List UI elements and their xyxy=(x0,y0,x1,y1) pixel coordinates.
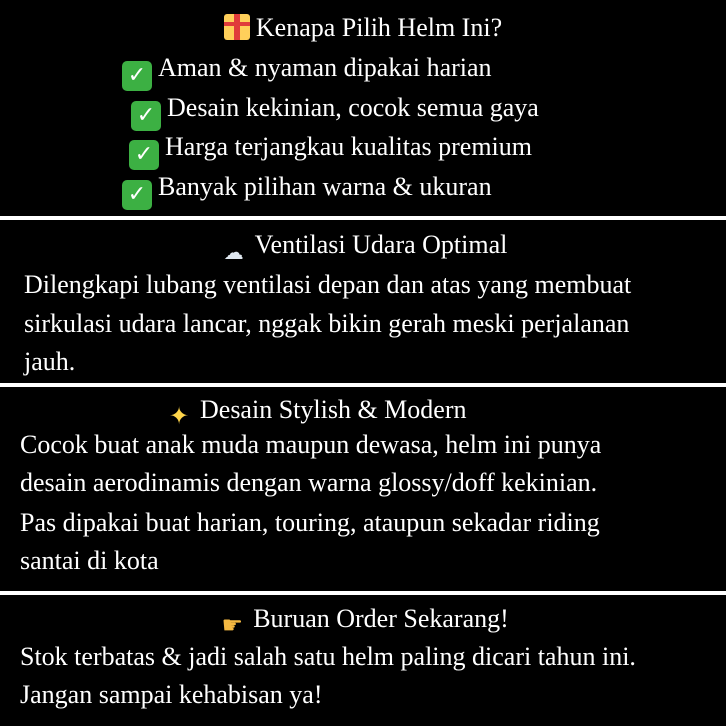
dash-icon: ☁ xyxy=(223,240,244,264)
order-title-text: Buruan Order Sekarang! xyxy=(253,604,509,633)
why-title xyxy=(0,8,726,47)
why-item: ✓ Banyak pilihan warna & ukuran xyxy=(122,167,492,210)
design-title-text: Desain Stylish & Modern xyxy=(200,395,467,424)
why-item: ✓ Harga terjangkau kualitas premium xyxy=(129,127,532,170)
order-line: Stok terbatas & jadi salah satu helm paling dicari tahun ini. xyxy=(20,642,636,671)
ventilation-title-text: Ventilasi Udara Optimal xyxy=(254,230,508,259)
ventilation-line: sirkulasi udara lancar, nggak bikin gerah meski perjalanan xyxy=(24,309,630,338)
ventilation-line: jauh. xyxy=(24,347,76,376)
check-mark-icon: ✓ xyxy=(122,61,152,91)
order-section xyxy=(0,595,726,726)
ventilation-title xyxy=(0,225,726,267)
gift-icon xyxy=(224,14,250,40)
order-line: Jangan sampai kehabisan ya! xyxy=(20,680,323,709)
pointing-hand-icon: ☛ xyxy=(221,611,243,639)
check-mark-icon: ✓ xyxy=(122,180,152,210)
check-mark-icon: ✓ xyxy=(129,140,159,170)
why-item: ✓ Desain kekinian, cocok semua gaya xyxy=(131,88,539,131)
sparkles-icon: ✦ xyxy=(168,402,190,430)
design-section xyxy=(0,387,726,591)
check-mark-icon: ✓ xyxy=(131,101,161,131)
why-title-text: Kenapa Pilih Helm Ini? xyxy=(255,13,503,42)
design-line: santai di kota xyxy=(20,546,159,575)
ventilation-line: Dilengkapi lubang ventilasi depan dan atas yang membuat xyxy=(24,270,632,299)
why-item: ✓ Aman & nyaman dipakai harian xyxy=(122,48,492,91)
design-line: Pas dipakai buat harian, touring, ataupun sekadar riding xyxy=(20,508,600,537)
design-line: desain aerodinamis dengan warna glossy/doff kekinian. xyxy=(20,468,598,497)
ventilation-section xyxy=(0,220,726,383)
order-title xyxy=(0,599,726,640)
design-line: Cocok buat anak muda maupun dewasa, helm ini punya xyxy=(20,430,602,459)
why-section xyxy=(0,0,726,216)
